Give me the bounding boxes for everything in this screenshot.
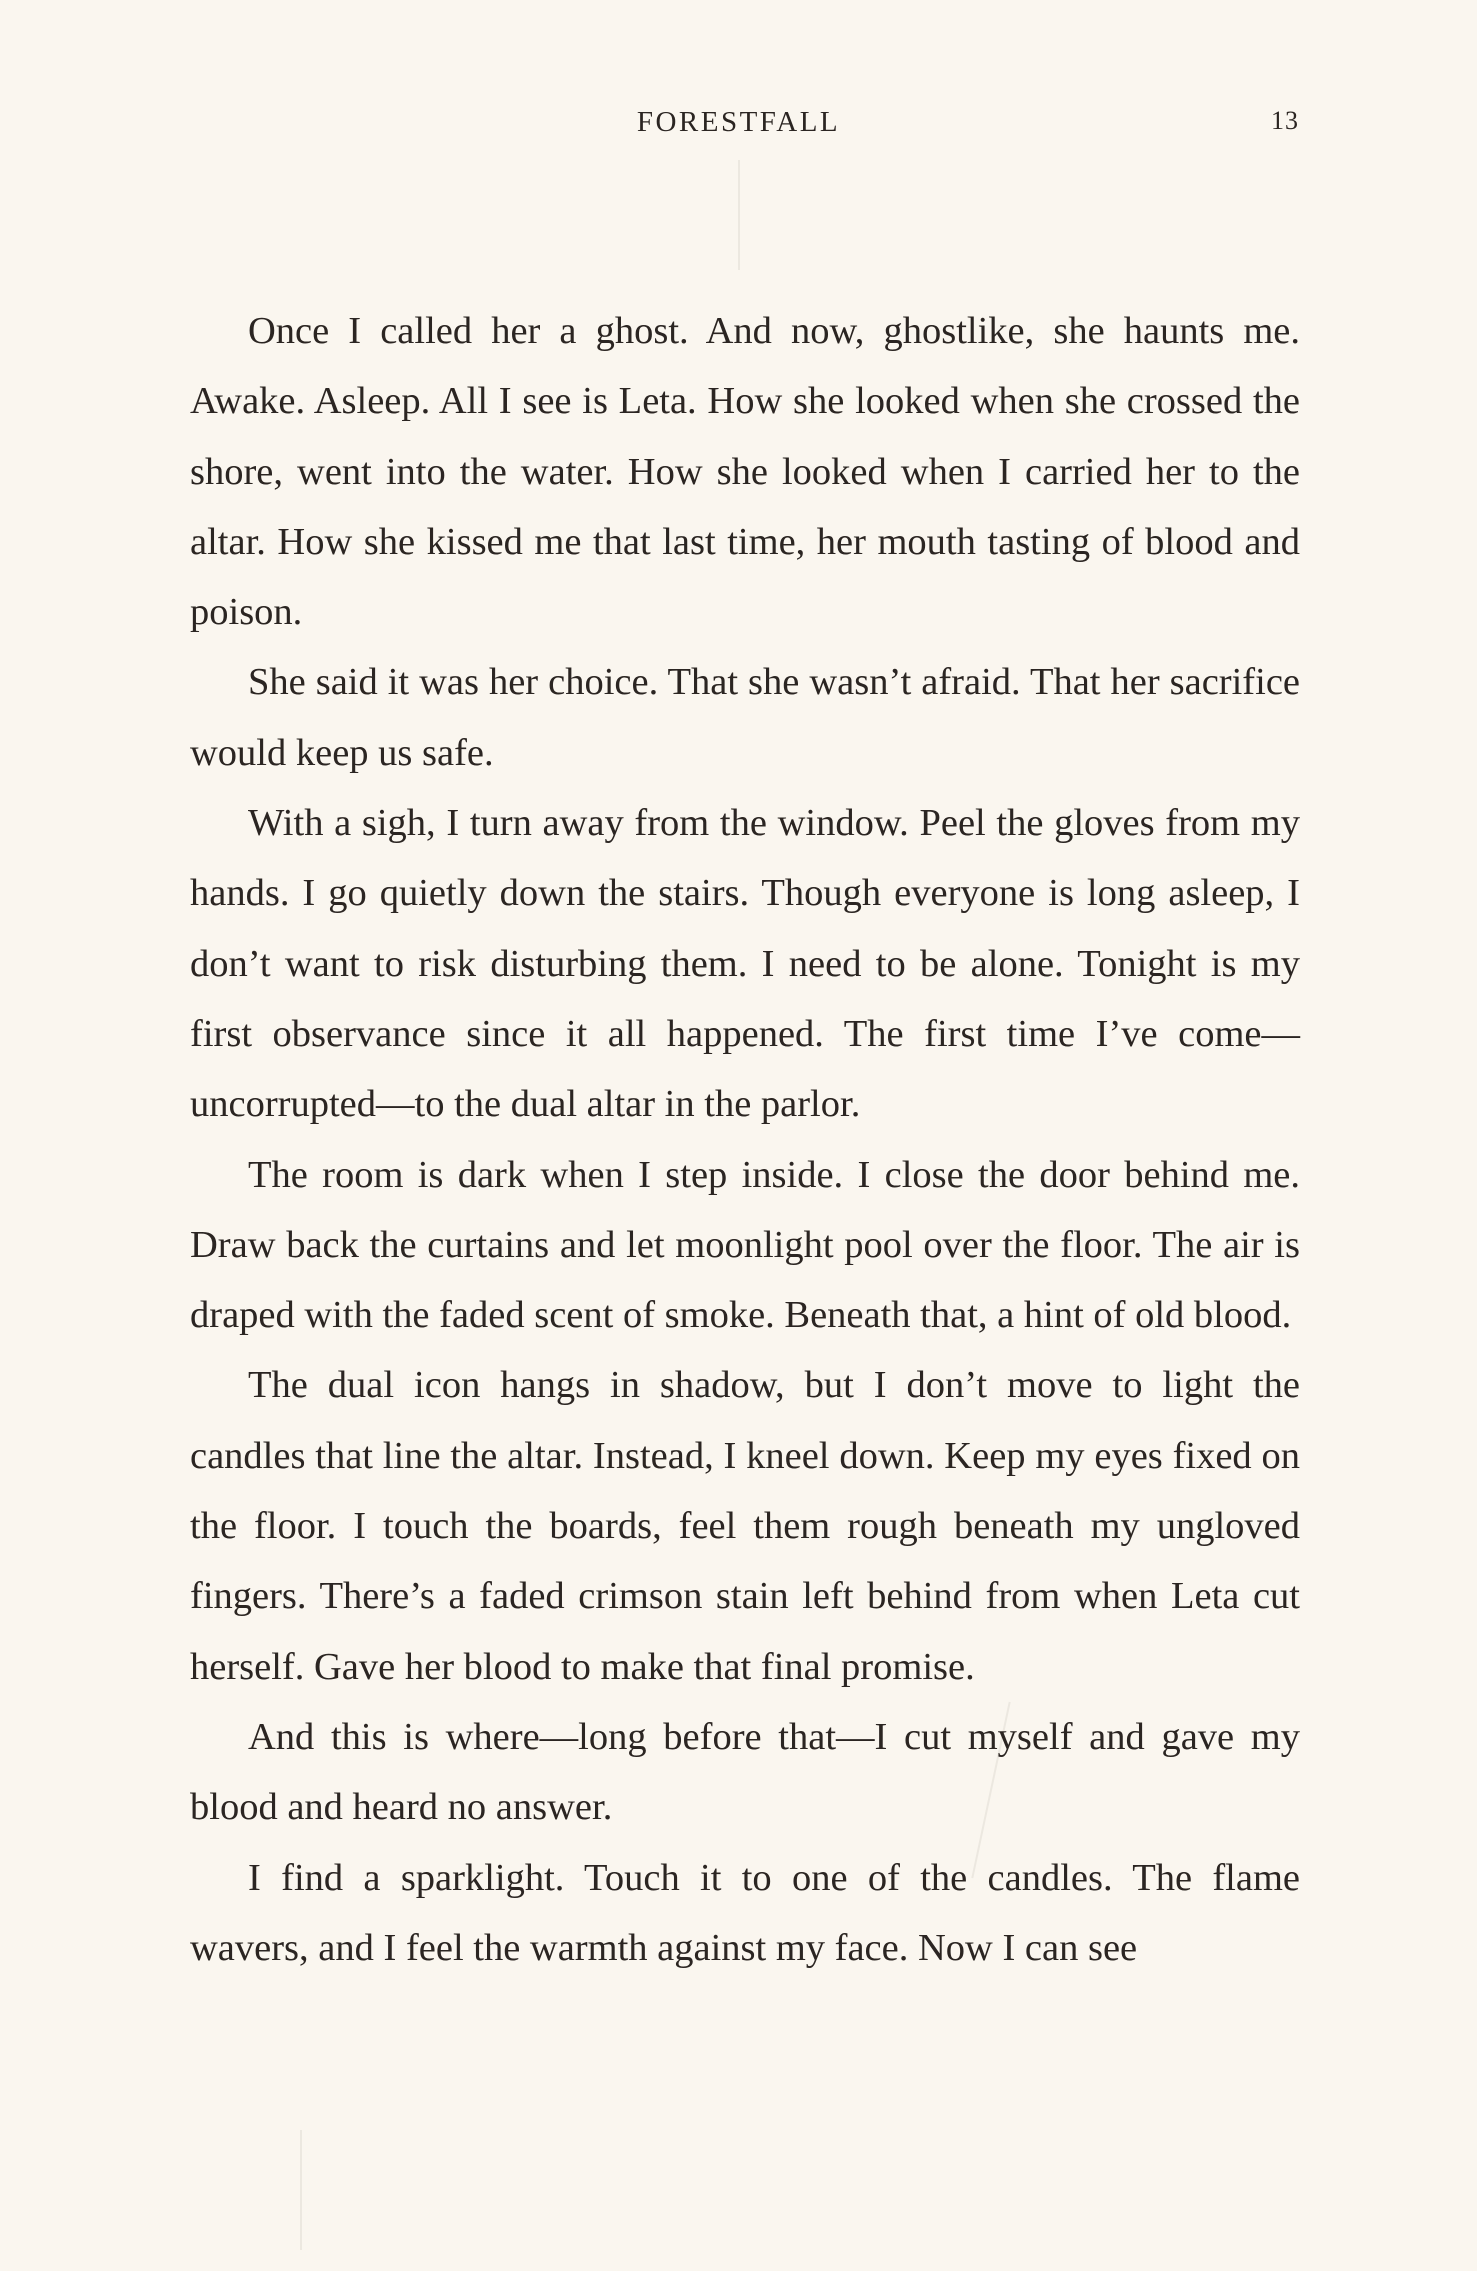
paragraph: She said it was her choice. That she wasn’t afraid. That her sacrifice would keep us safe. (190, 661, 1300, 774)
running-head (0, 106, 1477, 146)
scan-streak (300, 2130, 302, 2250)
paragraph: And this is where—long before that—I cut myself and gave my blood and heard no answer. (190, 1715, 1300, 1829)
page-number: 13 (1271, 106, 1299, 135)
paragraph: Once I called her a ghost. And now, ghostlike, she haunts me. Awake. Asleep. All I see is Leta. How she looked when she crossed the shore, went into the water. How she looked when I carried her to the altar. How she kissed me that last time, her mouth tasting of blood and poison. (190, 310, 1300, 634)
paragraph: I find a sparklight. Touch it to one of the candles. The flame wavers, and I feel the warmth against my face. Now I can see (190, 1856, 1300, 1969)
running-title: FORESTFALL (636, 106, 841, 138)
scan-streak (738, 160, 740, 270)
body-text (190, 296, 1300, 1983)
paragraph: The dual icon hangs in shadow, but I don’t move to light the candles that line the altar. Instead, I kneel down. Keep my eyes fixed on the floor. I touch the boards, feel them rough beneath my ungloved fingers. There’s a faded crimson stain left behind from when Leta cut herself. Gave her blood to make that final promise. (190, 1364, 1300, 1688)
paragraph: With a sigh, I turn away from the window. Peel the gloves from my hands. I go quietly down the stairs. Though everyone is long asleep, I don’t want to risk disturbing them. I need to be alone. Tonight is my first observance since it all happened. The first time I’ve come—uncorrupted—to the dual altar in the parlor. (190, 802, 1300, 1126)
paragraph: The room is dark when I step inside. I close the door behind me. Draw back the curtains and let moonlight pool over the floor. The air is draped with the faded scent of smoke. Beneath that, a hint of old blood. (190, 1153, 1300, 1337)
